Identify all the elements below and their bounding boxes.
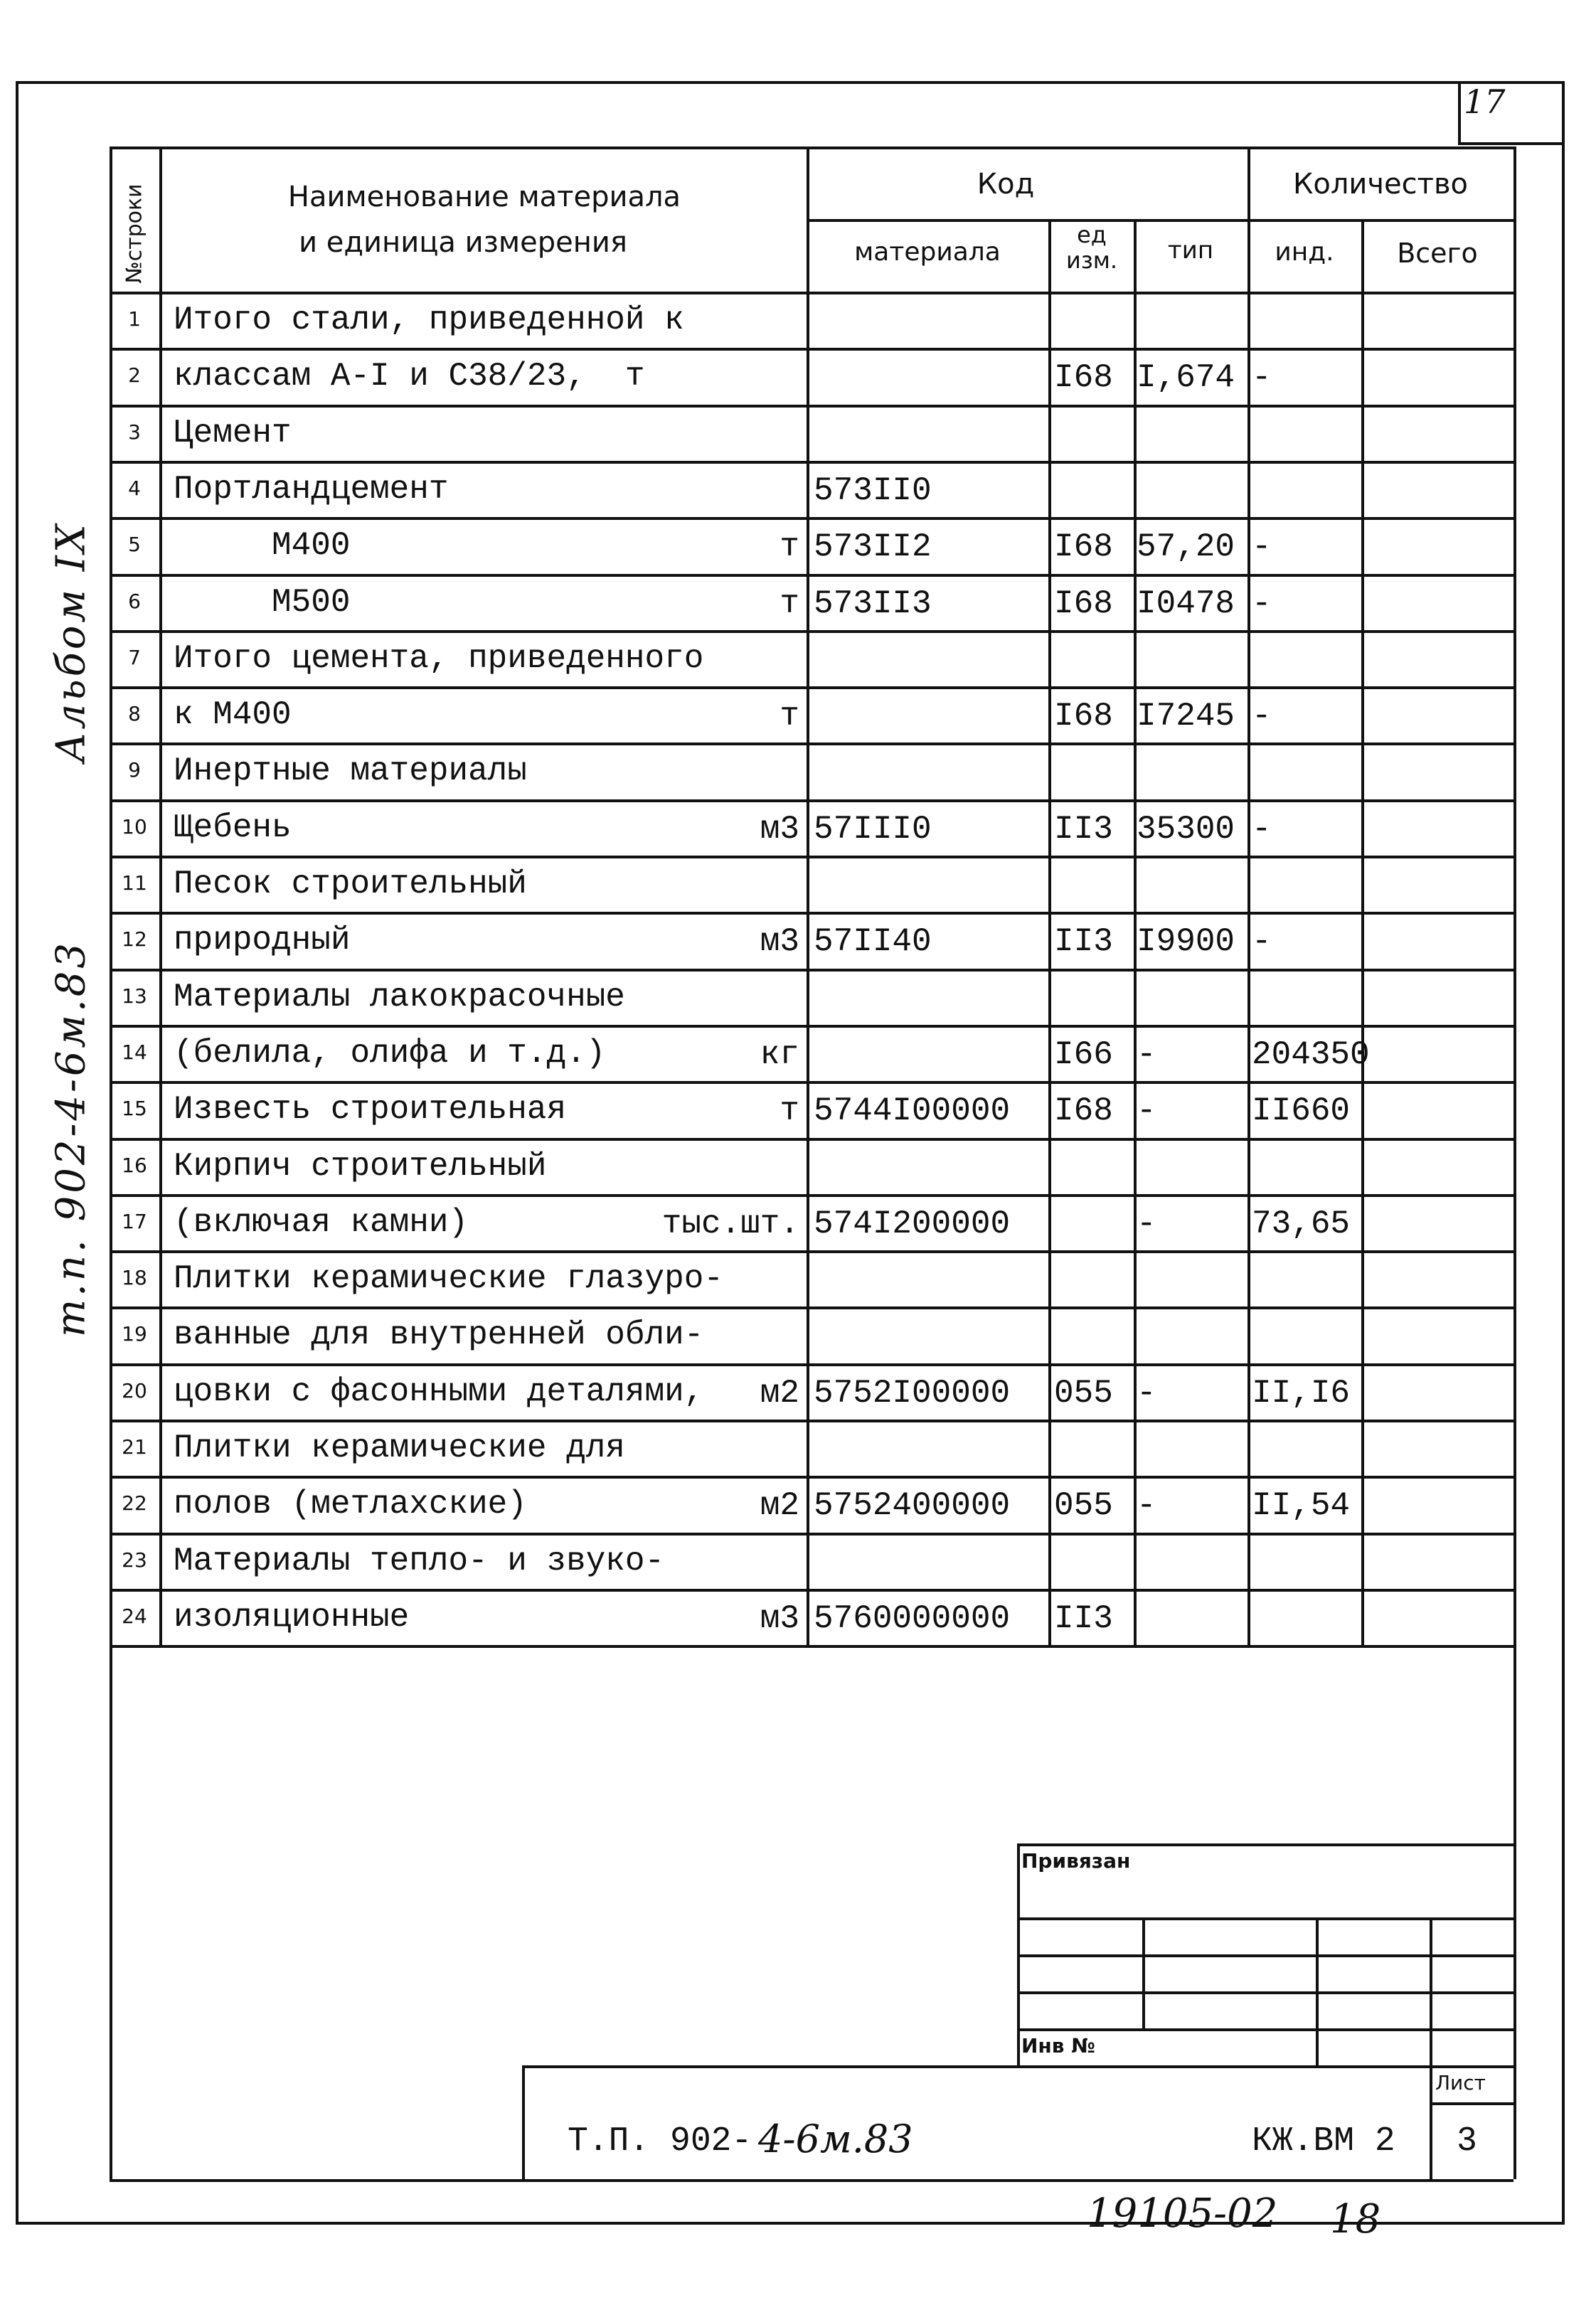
table-hline (110, 405, 159, 408)
row-qty-ind: II,54 (1252, 1487, 1351, 1524)
table-hline (159, 1420, 807, 1422)
header-quantity: Количество (1292, 168, 1468, 201)
doc-number-prefix: Т.П. 902- (568, 2122, 752, 2161)
table-hline (159, 461, 807, 464)
table-vline (1513, 147, 1516, 1645)
row-qty-ind: II,I6 (1252, 1375, 1351, 1412)
table-hline (110, 1589, 159, 1592)
corner-underline (1458, 142, 1565, 145)
table-hline (110, 1081, 159, 1084)
row-qty-ind: 73,65 (1252, 1205, 1351, 1242)
row-number: 14 (122, 1040, 147, 1064)
table-hline (807, 1306, 1513, 1309)
table-hline (110, 630, 159, 633)
row-qty-type: - (1137, 1036, 1156, 1073)
sheet-label: Лист (1435, 2071, 1486, 2095)
table-hline (159, 1589, 807, 1592)
table-hline (807, 912, 1513, 915)
table-hline (807, 219, 1513, 222)
table-hline (159, 912, 807, 915)
row-number: 5 (128, 533, 141, 556)
table-hline (110, 856, 159, 858)
row-number: 13 (122, 984, 147, 1008)
row-unit: т (780, 585, 799, 622)
table-hline (807, 630, 1513, 633)
row-code: 573II2 (814, 528, 932, 565)
row-qty-ind: 204350 (1252, 1036, 1370, 1073)
table-hline (159, 1081, 807, 1084)
row-unit: т (780, 528, 799, 565)
drawing-mark: КЖ.ВМ 2 (1252, 2122, 1395, 2161)
table-hline (807, 1025, 1513, 1028)
row-unit: м2 (760, 1487, 799, 1524)
table-hline (807, 1476, 1513, 1479)
row-code: 5744I00000 (814, 1092, 1011, 1129)
titleblock-hline (1017, 1991, 1513, 1994)
table-hline (159, 630, 807, 633)
row-unit: м3 (760, 811, 799, 848)
row-unit-code: I68 (1054, 585, 1113, 622)
row-qty-type: I,674 (1137, 359, 1235, 396)
row-unit-code: 055 (1054, 1487, 1113, 1524)
row-qty-type: I7245 (1137, 698, 1235, 735)
row-number: 6 (128, 590, 141, 613)
table-hline (110, 2179, 1513, 2182)
table-hline (807, 1589, 1513, 1592)
row-number: 9 (128, 758, 141, 782)
table-hline (110, 912, 159, 915)
table-hline (110, 1306, 159, 1309)
row-number: 21 (122, 1435, 147, 1459)
table-hline (807, 405, 1513, 408)
row-unit: т (780, 1092, 799, 1129)
table-hline (110, 1363, 159, 1366)
row-code: 574I200000 (814, 1205, 1011, 1242)
table-hline (159, 1250, 807, 1253)
row-number: 17 (122, 1210, 147, 1233)
table-hline (807, 1363, 1513, 1366)
footer-code: 19105-02 (1087, 2191, 1278, 2237)
header-code-material: материала (854, 238, 1001, 267)
table-hline (110, 686, 159, 689)
row-name: (белила, олифа и т.д.) (174, 1035, 606, 1072)
row-number: 16 (122, 1154, 147, 1177)
table-hline (110, 517, 159, 520)
table-hline (110, 1138, 159, 1141)
row-name: Плитки керамические для (174, 1430, 625, 1467)
row-name: Песок строительный (174, 866, 527, 903)
row-code: 573II0 (814, 472, 932, 509)
row-name: Плитки керамические глазуро- (174, 1260, 723, 1297)
row-unit: м2 (760, 1375, 799, 1412)
row-number: 22 (122, 1491, 147, 1515)
table-hline (807, 1138, 1513, 1141)
row-qty-type: I9900 (1137, 923, 1235, 960)
row-qty-ind: - (1252, 923, 1272, 960)
corner-sheet-number: 17 (1464, 82, 1506, 121)
table-hline (110, 1645, 159, 1648)
row-unit-code: I68 (1054, 528, 1113, 565)
row-unit-code: I68 (1054, 698, 1113, 735)
table-hline (159, 574, 807, 577)
row-name: Кирпич строительный (174, 1148, 547, 1185)
titleblock-hline (1017, 1917, 1513, 1920)
header-name-line1: Наименование материала (287, 181, 681, 213)
row-name: Цемент (174, 415, 292, 452)
row-unit: м3 (760, 923, 799, 960)
corner-separator (1458, 84, 1461, 144)
table-hline (159, 969, 807, 972)
row-number: 7 (128, 646, 141, 669)
privyazan-label: Привязан (1021, 1849, 1131, 1873)
table-hline (110, 574, 159, 577)
header-row-number: №строки (122, 183, 147, 284)
titleblock-hline (1017, 1843, 1513, 1846)
table-hline (110, 1420, 159, 1422)
table-hline (807, 1194, 1513, 1197)
table-hline (807, 461, 1513, 464)
row-number: 8 (128, 702, 141, 725)
table-hline (159, 1194, 807, 1197)
header-qty-type: тип (1167, 236, 1214, 265)
row-name: М500 (174, 584, 351, 621)
titleblock-vline (1316, 1917, 1319, 2065)
row-unit: тыс.шт. (661, 1205, 799, 1242)
row-qty-type: 57,20 (1137, 528, 1235, 565)
row-number: 23 (122, 1548, 147, 1572)
table-hline (110, 1533, 159, 1535)
row-unit-code: I68 (1054, 359, 1113, 396)
doc-number-handwritten: 4-6м.83 (758, 2117, 913, 2161)
row-number: 15 (122, 1097, 147, 1120)
row-unit-code: 055 (1054, 1375, 1113, 1412)
row-name: изоляционные (174, 1599, 410, 1636)
row-name: Материалы тепло- и звуко- (174, 1543, 665, 1580)
table-hline (110, 147, 1513, 149)
row-name: классам А-I и С38/23, т (174, 358, 645, 395)
row-qty-type: - (1137, 1375, 1156, 1412)
row-name: ванные для внутренней обли- (174, 1316, 704, 1353)
row-unit-code: I66 (1054, 1036, 1113, 1073)
table-vline (1361, 219, 1364, 1645)
row-number: 3 (128, 420, 141, 444)
table-hline (110, 969, 159, 972)
table-hline (807, 969, 1513, 972)
table-hline (110, 1194, 159, 1197)
row-code: 5752I00000 (814, 1375, 1011, 1412)
row-number: 24 (122, 1604, 147, 1628)
row-name: Материалы лакокрасочные (174, 979, 625, 1016)
table-hline (807, 574, 1513, 577)
row-number: 20 (122, 1379, 147, 1402)
titleblock-vline (1430, 1917, 1432, 2065)
row-code: 5752400000 (814, 1487, 1011, 1524)
table-hline (159, 405, 807, 408)
table-hline (159, 1025, 807, 1028)
row-number: 1 (128, 307, 141, 331)
table-hline (807, 1645, 1513, 1648)
side-note-album: Альбом IX (48, 521, 95, 762)
table-hline (807, 1250, 1513, 1253)
table-hline (110, 1476, 159, 1479)
table-hline (807, 348, 1513, 351)
table-hline (159, 1476, 807, 1479)
row-name: (включая камни) (174, 1204, 469, 1241)
header-qty-total: Всего (1397, 238, 1478, 269)
inventory-number-label: Инв № (1021, 2034, 1095, 2058)
row-unit: т (780, 698, 799, 735)
row-name: М400 (174, 527, 351, 564)
table-hline (159, 1533, 807, 1535)
row-unit-code: I68 (1054, 1092, 1113, 1129)
table-hline (159, 686, 807, 689)
table-hline (159, 742, 807, 745)
row-unit: м3 (760, 1600, 799, 1637)
titleblock-hline (1430, 2102, 1513, 2105)
table-hline (159, 517, 807, 520)
footer-page: 18 (1330, 2196, 1381, 2242)
row-number: 18 (122, 1266, 147, 1289)
row-number: 4 (128, 477, 141, 500)
row-code: 573II3 (814, 585, 932, 622)
sheet-value: 3 (1457, 2122, 1477, 2161)
header-code: Код (977, 168, 1035, 201)
row-code: 5760000000 (814, 1600, 1011, 1637)
row-unit-code: II3 (1054, 1600, 1113, 1637)
row-number: 19 (122, 1322, 147, 1346)
titleblock-hline (522, 2065, 1513, 2068)
table-hline (159, 856, 807, 858)
row-qty-ind: II660 (1252, 1092, 1351, 1129)
table-hline (159, 1363, 807, 1366)
table-hline (807, 799, 1513, 802)
row-qty-ind: - (1252, 698, 1272, 735)
row-code: 57II40 (814, 923, 932, 960)
header-code-unit: ед изм. (1065, 221, 1118, 274)
table-hline (110, 348, 159, 351)
table-hline (110, 292, 1513, 294)
row-number: 11 (122, 871, 147, 895)
row-unit: кг (760, 1036, 799, 1073)
table-hline (110, 1250, 159, 1253)
row-code: 57III0 (814, 811, 932, 848)
row-name: Известь строительная (174, 1091, 567, 1128)
row-qty-ind: - (1252, 811, 1272, 848)
row-name: природный (174, 922, 351, 959)
table-hline (807, 856, 1513, 858)
table-hline (159, 799, 807, 802)
row-unit-code: II3 (1054, 923, 1113, 960)
row-qty-type: - (1137, 1487, 1156, 1524)
titleblock-vline (1142, 1917, 1145, 2028)
row-qty-ind: - (1252, 359, 1272, 396)
row-qty-ind: - (1252, 585, 1272, 622)
row-qty-type: - (1137, 1092, 1156, 1129)
row-qty-type: I0478 (1137, 585, 1235, 622)
side-note (48, 521, 95, 1337)
table-hline (159, 1645, 807, 1648)
row-name: Щебень (174, 809, 292, 846)
table-hline (110, 742, 159, 745)
table-hline (110, 461, 159, 464)
table-hline (807, 1533, 1513, 1535)
table-vline (110, 1645, 112, 2179)
table-hline (159, 1306, 807, 1309)
table-hline (159, 348, 807, 351)
row-name: полов (метлахские) (174, 1486, 527, 1523)
header-name-line2: и единица измерения (299, 226, 627, 259)
row-number: 2 (128, 363, 141, 387)
row-name: к М400 (174, 696, 292, 733)
table-hline (807, 1420, 1513, 1422)
row-qty-type: - (1137, 1205, 1156, 1242)
table-hline (110, 1025, 159, 1028)
row-number: 10 (122, 815, 147, 839)
row-qty-type: 35300 (1137, 811, 1235, 848)
table-hline (807, 742, 1513, 745)
table-hline (110, 799, 159, 802)
row-name: Итого цемента, приведенного (174, 640, 704, 677)
table-hline (807, 517, 1513, 520)
titleblock-vline (522, 2065, 525, 2179)
row-qty-ind: - (1252, 528, 1272, 565)
table-vline (1513, 1645, 1516, 2179)
titleblock-vline (1430, 2065, 1432, 2179)
titleblock-hline (1017, 2028, 1513, 2031)
side-note-project: т.п. 902-4-6м.83 (48, 940, 95, 1337)
row-name: Инертные материалы (174, 752, 527, 789)
table-hline (807, 1081, 1513, 1084)
table-hline (807, 686, 1513, 689)
row-name: Итого стали, приведенной к (174, 302, 684, 339)
row-unit-code: II3 (1054, 811, 1113, 848)
row-name: цовки с фасонными деталями, (174, 1373, 704, 1410)
titleblock-hline (1017, 1954, 1513, 1957)
row-number: 12 (122, 927, 147, 951)
header-qty-ind: инд. (1275, 238, 1334, 267)
row-name: Портландцемент (174, 471, 449, 508)
table-hline (159, 1138, 807, 1141)
table-vline (1048, 219, 1051, 1645)
